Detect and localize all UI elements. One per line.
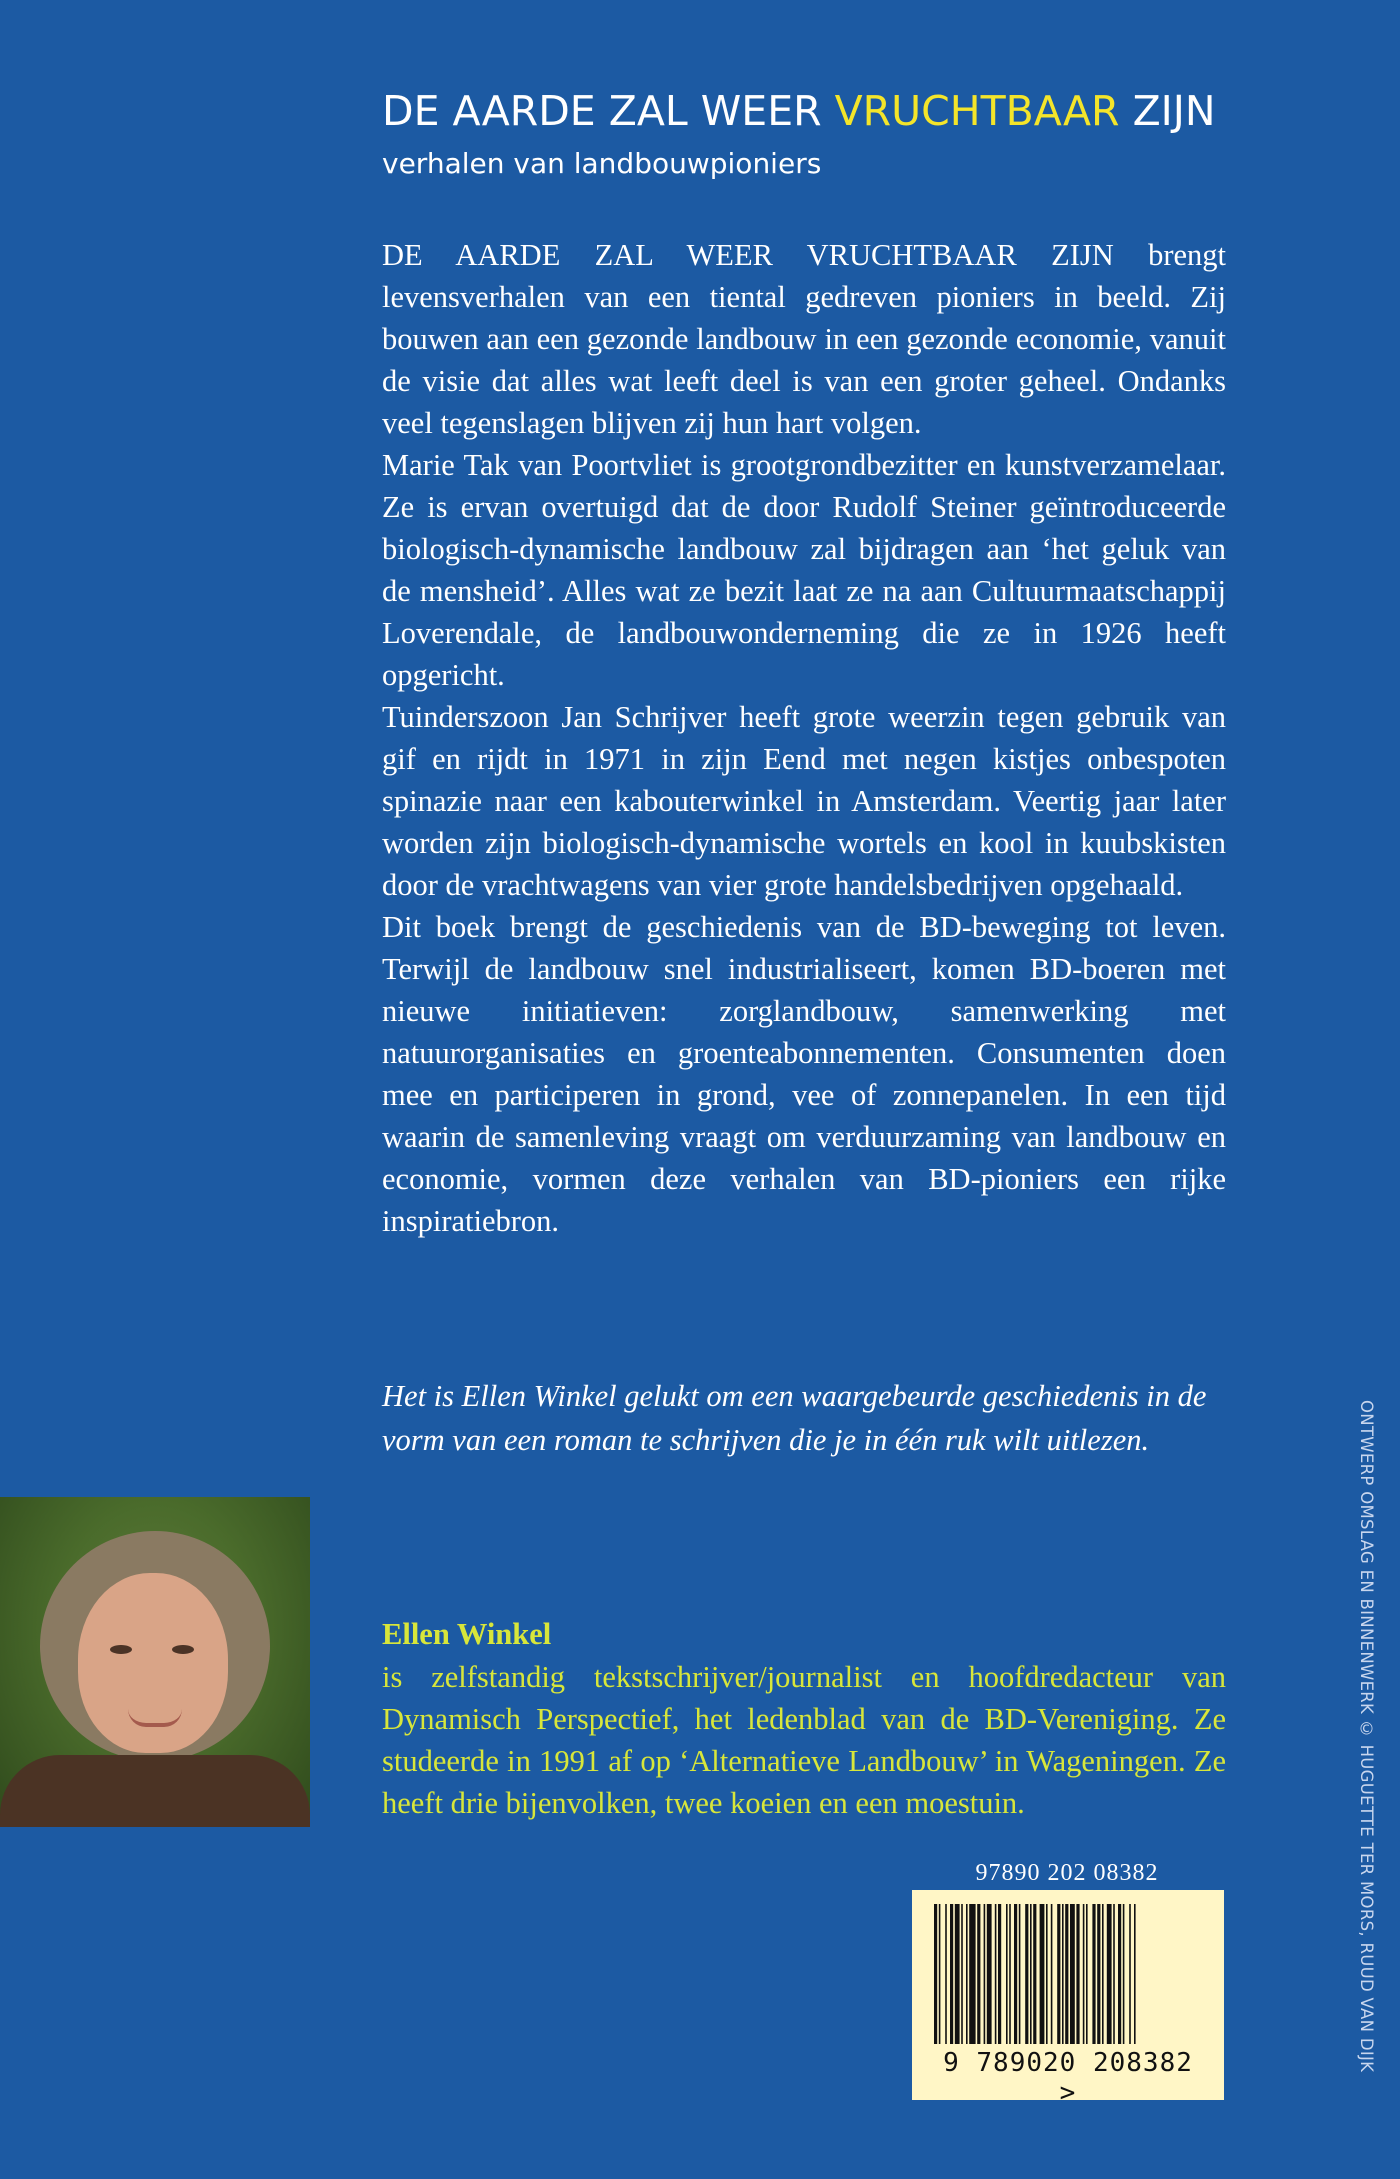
- author-photo: [0, 1497, 310, 1827]
- book-title: [382, 84, 1282, 138]
- barcode-bar: [1046, 1904, 1048, 2044]
- barcode-bar: [1070, 1904, 1075, 2044]
- barcode-bar: [1118, 1904, 1121, 2044]
- barcode-bar: [998, 1904, 1001, 2044]
- author-name: Ellen Winkel: [382, 1617, 552, 1651]
- barcode-bar: [1030, 1904, 1032, 2044]
- barcode-bar: [1019, 1904, 1021, 2044]
- barcode-bar: [1076, 1904, 1079, 2044]
- blurb-paragraph: Dit boek brengt de geschiedenis van de BD-beweging tot leven. Terwijl de landbouw snel industrialiseert, komen BD-boeren met nieuwe initiatieven: zorglandbouw, samenwerking met natuurorganisaties en groenteabonnementen. Consumenten doen mee en participeren in grond, vee of zonnepanelen. In een tijd waarin de samenleving vraagt om verduurzaming van landbouw en economie, vormen deze verhalen van BD-pioniers een rijke inspiratiebron.: [382, 910, 1226, 1238]
- barcode-bar: [1033, 1904, 1036, 2044]
- barcode-bar: [984, 1904, 986, 2044]
- barcode-bar: [966, 1904, 968, 2044]
- barcode-bar: [1113, 1904, 1115, 2044]
- barcode-bar: [1051, 1904, 1053, 2044]
- barcode-bar: [1092, 1904, 1095, 2044]
- title-block: [382, 84, 1282, 182]
- blurb-paragraph: Tuinderszoon Jan Schrijver heeft grote weerzin tegen gebruik van gif en rijdt in 1971 in zijn Eend met negen kistjes onbespoten spinazie naar een kabouterwinkel in Amsterdam. Veertig jaar later worden zijn biologisch-dynamische wortels en kool in kuubskisten door de vrachtwagens van vier grote handelsbedrijven opgehaald.: [382, 700, 1226, 902]
- author-section: [382, 1612, 1226, 1824]
- barcode-bar: [939, 1904, 941, 2044]
- barcode-bar: [1009, 1904, 1011, 2044]
- barcode-bar: [987, 1904, 992, 2044]
- title-part2: ZIJN: [1119, 87, 1216, 135]
- barcode-bar: [1134, 1904, 1136, 2044]
- barcode-bar: [1086, 1904, 1088, 2044]
- barcode-bar: [950, 1904, 953, 2044]
- review-quote: Het is Ellen Winkel gelukt om een waargebeurde geschiedenis in de vorm van een roman te schrijven die je in één ruk wilt uitlezen.: [382, 1379, 1207, 1457]
- author-bio: is zelfstandig tekstschrijver/journalist en hoofdredacteur van Dynamisch Perspectief, het ledenblad van de BD-Vereniging. Ze studeerde in 1991 af op ‘Alternatieve Landbouw’ in Wageningen. Ze heeft drie bijenvolken, twee koeien en een moestuin.: [382, 1660, 1226, 1820]
- photo-eye-left: [110, 1645, 132, 1654]
- barcode-bar: [1062, 1904, 1064, 2044]
- blurb-paragraph: DE AARDE ZAL WEER VRUCHTBAAR ZIJN brengt levensverhalen van een tiental gedreven pioniers in beeld. Zij bouwen aan een gezonde landbouw in een gezonde economie, vanuit de visie dat alles wat leeft deel is van een groter geheel. Ondanks veel tegenslagen blijven zij hun hart volgen.: [382, 238, 1226, 440]
- barcode-bar: [945, 1904, 947, 2044]
- barcode-bar: [1025, 1904, 1028, 2044]
- barcode-bar: [1057, 1904, 1060, 2044]
- blurb: [382, 234, 1226, 1242]
- photo-sweater: [0, 1755, 310, 1827]
- barcode-bar: [1006, 1904, 1008, 2044]
- design-credit: ONTWERP OMSLAG EN BINNENWERK © HUGUETTE TER MORS, RUUD VAN DIJK: [1357, 1400, 1376, 2073]
- photo-eye-right: [172, 1645, 194, 1654]
- barcode: [912, 1890, 1224, 2108]
- title-part1: DE AARDE ZAL WEER: [382, 87, 835, 135]
- barcode-bar: [1097, 1904, 1100, 2044]
- barcode-bar: [1102, 1904, 1104, 2044]
- barcode-bar: [1107, 1904, 1112, 2044]
- isbn-top: 97890 202 08382: [975, 1860, 1159, 1886]
- barcode-bars: [934, 1904, 1202, 2044]
- barcode-bar: [969, 1904, 975, 2044]
- blurb-paragraph: Marie Tak van Poortvliet is grootgrondbezitter en kunstverzamelaar. Ze is ervan overtuigd dat de door Rudolf Steiner geïntroduceerde biologisch-dynamische landbouw zal bijdragen aan ‘het geluk van de mensheid’. Alles wat ze bezit laat ze na aan Cultuurmaatschappij Loverendale, de landbouwonderneming die ze in 1926 heeft opgericht.: [382, 448, 1226, 692]
- barcode-bar: [934, 1904, 937, 2044]
- book-subtitle: verhalen van landbouwpioniers: [382, 147, 822, 180]
- barcode-bar: [1065, 1904, 1068, 2044]
- barcode-bar: [1014, 1904, 1017, 2044]
- barcode-bar: [995, 1904, 997, 2044]
- title-highlight: VRUCHTBAAR: [834, 87, 1120, 135]
- barcode-bar: [1129, 1904, 1131, 2044]
- barcode-bar: [1123, 1904, 1125, 2044]
- barcode-bar: [1040, 1904, 1045, 2044]
- isbn-bottom: 9 789020 208382 >: [943, 2048, 1193, 2108]
- barcode-bar: [961, 1904, 963, 2044]
- barcode-bar: [1083, 1904, 1085, 2044]
- barcode-bar: [977, 1904, 980, 2044]
- barcode-bar: [955, 1904, 960, 2044]
